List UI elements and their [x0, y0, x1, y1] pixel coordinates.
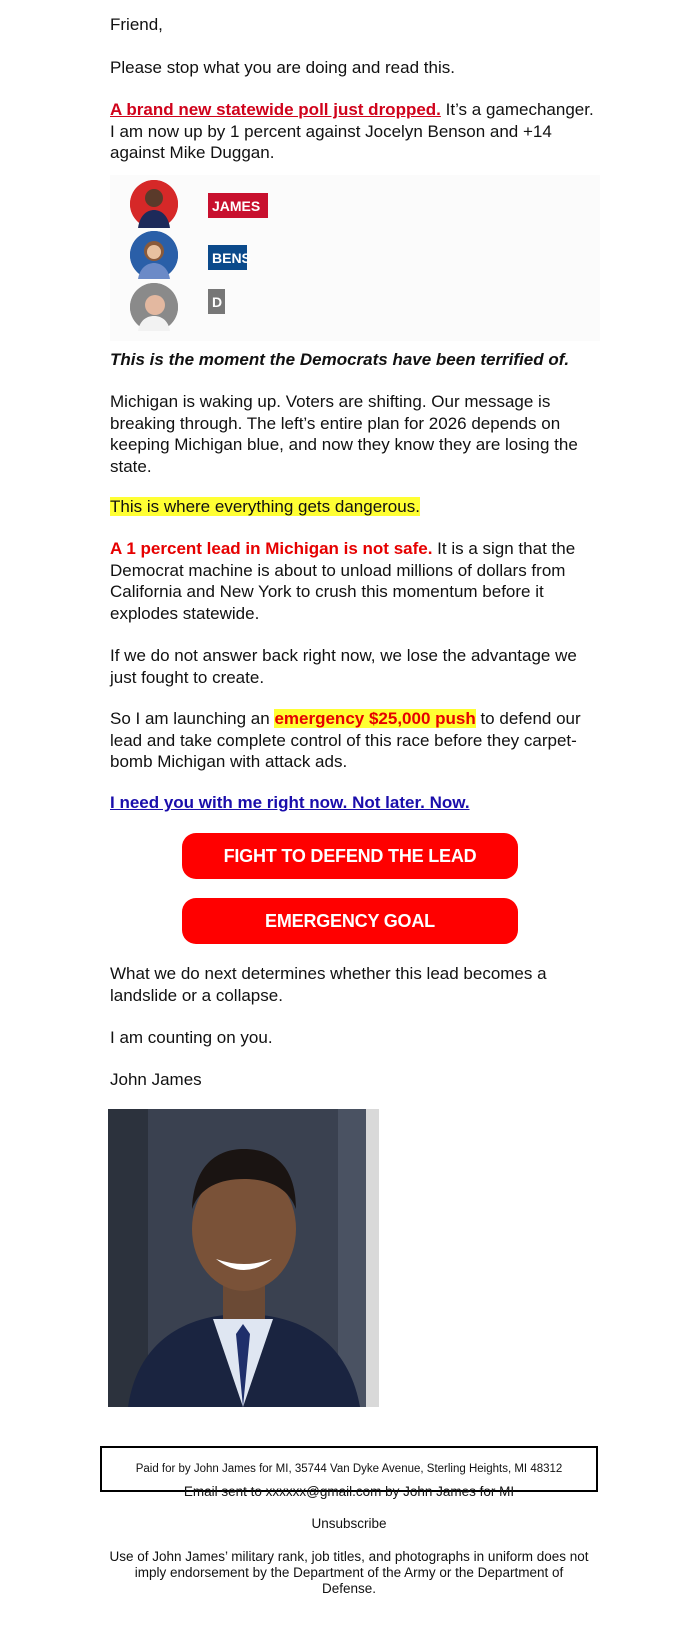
emergency-goal-button[interactable]: EMERGENCY GOAL [182, 898, 518, 944]
benson-avatar [130, 231, 178, 279]
james-avatar [130, 180, 178, 228]
poll-tag-duggan: D [208, 289, 225, 314]
intro-paragraph: Please stop what you are doing and read this. [110, 58, 455, 77]
italic-line: This is the moment the Democrats have been terrified of. [110, 350, 570, 369]
paragraph-answer-back: If we do not answer back right now, we lose the advantage we just fought to create. [110, 646, 577, 687]
highlight-paragraph [110, 496, 600, 518]
paid-for-text: Paid for by John James for MI, 35744 Van Dyke Avenue, Sterling Heights, MI 48312 [135, 1463, 563, 1475]
paragraph-push: So I am launching an emergency $25,000 push to defend our lead and take complete control of this race before they carpet-bomb Michigan with attack ads. [110, 709, 581, 771]
email-sent-line: Email sent to xxxxxx@gmail.com by John James for MI [183, 1484, 515, 1499]
unsubscribe-anchor[interactable]: Unsubscribe [311, 1516, 387, 1531]
cta-link[interactable]: I need you with me right now. Not later. Now. [110, 793, 470, 812]
poll-tag-benson: BENS [208, 245, 247, 270]
paragraph-waking-up: Michigan is waking up. Voters are shifting. Our message is breaking through. The left’s entire plan for 2026 depends on keeping Michigan blue, and now they know they are losing the state. [110, 392, 578, 476]
red-lead: A 1 percent lead in Michigan is not safe. [110, 539, 433, 558]
fight-to-defend-button[interactable]: FIGHT TO DEFEND THE LEAD [182, 833, 518, 879]
poll-graphic [110, 175, 600, 341]
emergency-push: emergency $25,000 push [274, 709, 476, 728]
lead-text: It is a sign that the Democrat machine is about to unload millions of dollars from California and New York to crush this momentum before it explodes statewide. [110, 539, 576, 623]
highlight-line: This is where everything gets dangerous. [110, 497, 420, 516]
paragraph-lead [110, 538, 600, 624]
paragraph-counting: I am counting on you. [110, 1028, 273, 1047]
signature: John James [110, 1070, 202, 1089]
unsubscribe-link[interactable] [100, 1516, 598, 1531]
poll-text: It’s a gamechanger. I am now up by 1 percent against Jocelyn Benson and +14 against Mike Duggan. [110, 100, 594, 162]
disclaimer: Use of John James’ military rank, job titles, and photographs in uniform does not imply endorsement by the Department of the Army or the Department of Defense. [109, 1549, 589, 1596]
john-james-photo [108, 1109, 379, 1407]
poll-tag-james: JAMES [208, 193, 268, 218]
cta-paragraph [110, 792, 600, 814]
poll-link[interactable]: A brand new statewide poll just dropped. [110, 100, 441, 119]
duggan-avatar [130, 283, 178, 331]
greeting: Friend, [110, 15, 163, 34]
paragraph-next: What we do next determines whether this lead becomes a landslide or a collapse. [110, 964, 547, 1005]
poll-paragraph [110, 99, 600, 164]
